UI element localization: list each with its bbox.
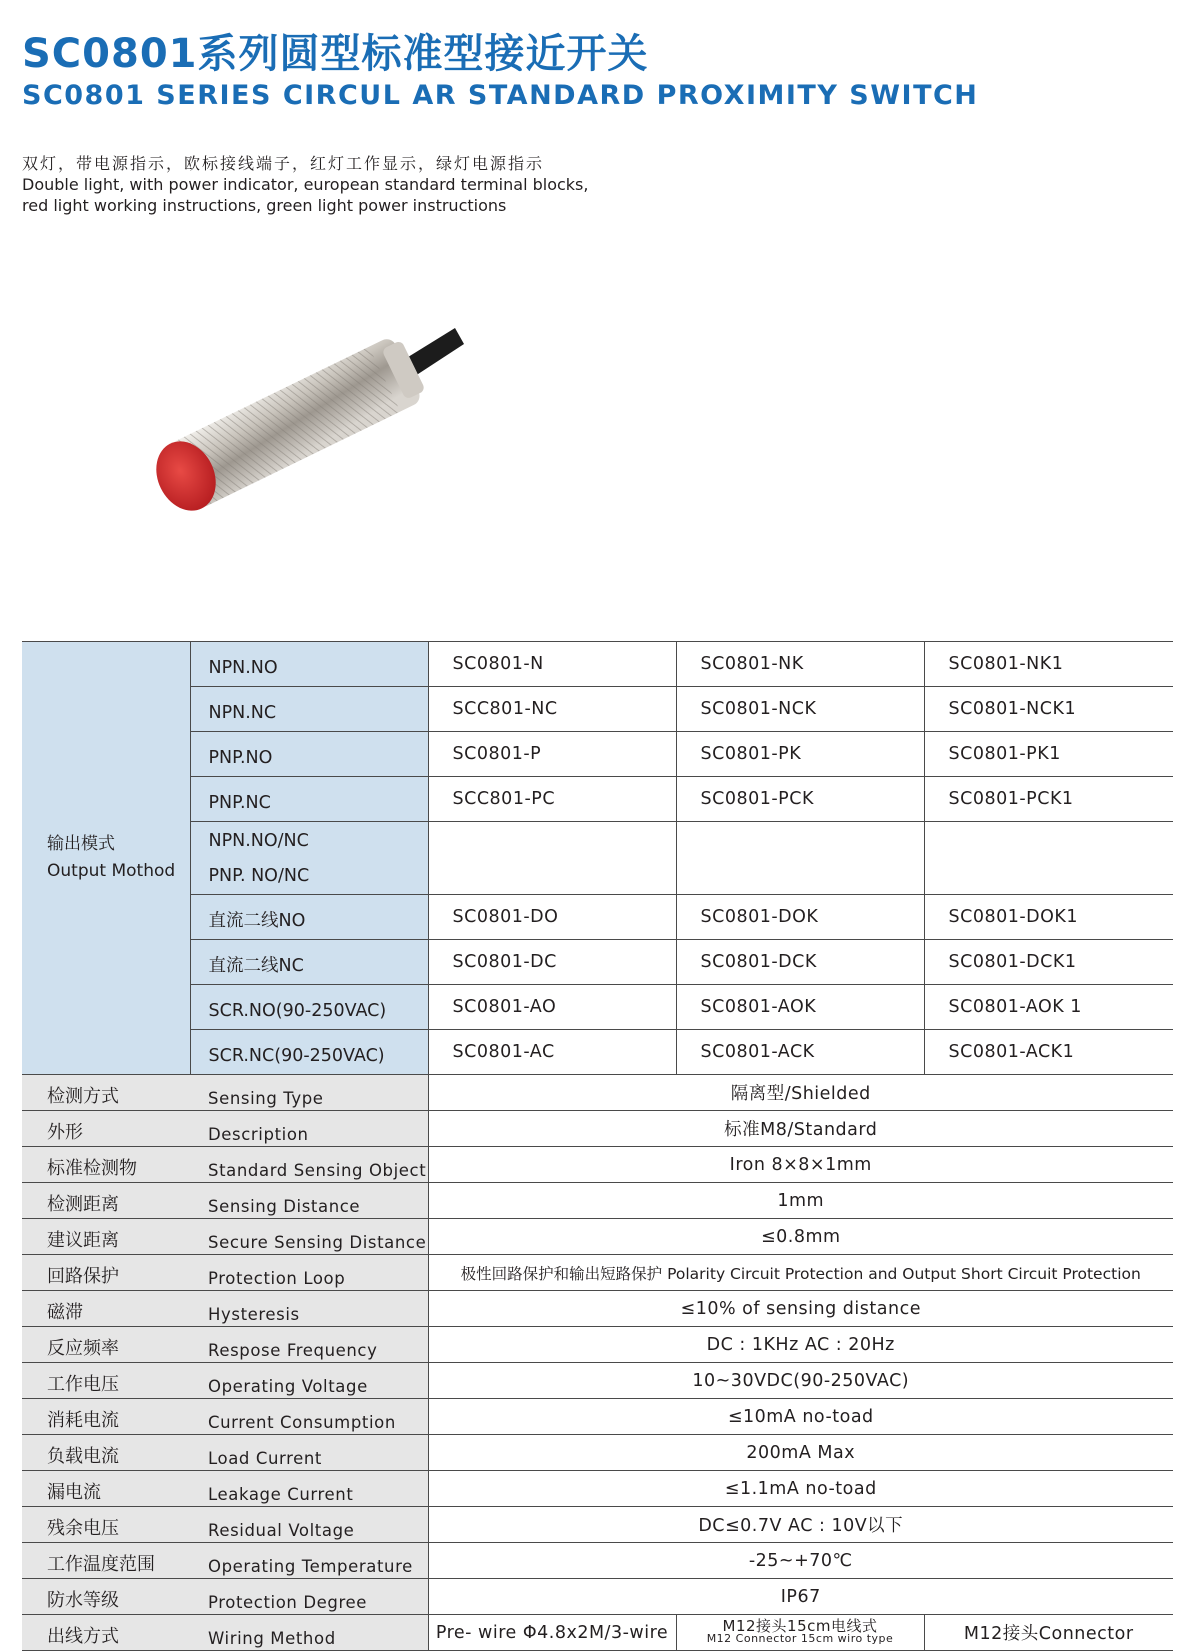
model-cell: SC0801-NK <box>676 642 924 687</box>
output-type-label: 直流二线NO <box>190 895 428 940</box>
param-value: ≤0.8mm <box>428 1219 1173 1255</box>
model-cell: SC0801-PK <box>676 732 924 777</box>
param-label-cn: 负载电流 <box>22 1435 190 1471</box>
param-label-en: Load Current <box>190 1435 428 1471</box>
wiring-m12-connector: M12接头Connector <box>924 1615 1173 1651</box>
output-mode-header <box>22 642 190 1075</box>
wiring-prewire: Pre- wire Φ4.8x2M/3-wire <box>428 1615 676 1651</box>
param-value: 隔离型/Shielded <box>428 1075 1173 1111</box>
product-description <box>22 153 588 216</box>
output-type-label: SCR.NO(90-250VAC) <box>190 985 428 1030</box>
param-label-cn: 建议距离 <box>22 1219 190 1255</box>
output-mode-label-cn: 输出模式 <box>47 834 115 854</box>
model-cell: SC0801-P <box>428 732 676 777</box>
param-value: ≤10mA no-toad <box>428 1399 1173 1435</box>
param-value: -25~+70℃ <box>428 1543 1173 1579</box>
model-cell: SCC801-NC <box>428 687 676 732</box>
wiring-label-cn: 出线方式 <box>22 1615 190 1651</box>
output-type-label-line-2: PNP. NO/NC <box>208 866 310 886</box>
param-value: ≤1.1mA no-toad <box>428 1471 1173 1507</box>
param-label-cn: 工作温度范围 <box>22 1543 190 1579</box>
param-label-cn: 磁滞 <box>22 1291 190 1327</box>
model-cell: SC0801-NCK1 <box>924 687 1173 732</box>
output-type-label: PNP.NC <box>190 777 428 822</box>
model-cell: SCC801-PC <box>428 777 676 822</box>
model-cell: SC0801-AC <box>428 1030 676 1075</box>
param-label-cn: 工作电压 <box>22 1363 190 1399</box>
param-label-en: Protection Loop <box>190 1255 428 1291</box>
model-cell: SC0801-DO <box>428 895 676 940</box>
param-value: Iron 8×8×1mm <box>428 1147 1173 1183</box>
param-label-en: Operating Voltage <box>190 1363 428 1399</box>
param-label-cn: 反应频率 <box>22 1327 190 1363</box>
param-label-en: Residual Voltage <box>190 1507 428 1543</box>
model-cell: SC0801-ACK1 <box>924 1030 1173 1075</box>
param-label-en: Standard Sensing Object <box>190 1147 428 1183</box>
param-label-en: Operating Temperature <box>190 1543 428 1579</box>
model-cell <box>428 822 676 895</box>
output-type-label: 直流二线NC <box>190 940 428 985</box>
description-en-line-1: Double light, with power indicator, european standard terminal blocks, <box>22 175 589 194</box>
param-label-cn: 防水等级 <box>22 1579 190 1615</box>
model-cell: SC0801-DCK1 <box>924 940 1173 985</box>
param-value: 10~30VDC(90-250VAC) <box>428 1363 1173 1399</box>
param-label-cn: 检测距离 <box>22 1183 190 1219</box>
model-cell: SC0801-PK1 <box>924 732 1173 777</box>
model-cell: SC0801-DOK <box>676 895 924 940</box>
description-en-line-2: red light working instructions, green light power instructions <box>22 196 507 215</box>
model-cell <box>924 822 1173 895</box>
model-cell <box>676 822 924 895</box>
proximity-sensor-icon <box>150 300 480 540</box>
param-value: 极性回路保护和输出短路保护 Polarity Circuit Protection and Output Short Circuit Protection <box>428 1255 1173 1291</box>
param-label-en: Current Consumption <box>190 1399 428 1435</box>
model-cell: SC0801-NK1 <box>924 642 1173 687</box>
page-title-cn: SC0801系列圆型标准型接近开关 <box>22 31 649 77</box>
model-cell: SC0801-AOK 1 <box>924 985 1173 1030</box>
page-title-en: SC0801 SERIES CIRCUL AR STANDARD PROXIMITY SWITCH <box>22 80 979 111</box>
wiring-m12-cable-main: M12接头15cm电线式 <box>722 1616 878 1635</box>
wiring-label-en: Wiring Method <box>190 1615 428 1651</box>
param-value: ≤10% of sensing distance <box>428 1291 1173 1327</box>
param-label-en: Leakage Current <box>190 1471 428 1507</box>
model-cell: SC0801-AO <box>428 985 676 1030</box>
param-label-en: Secure Sensing Distance <box>190 1219 428 1255</box>
param-label-en: Sensing Type <box>190 1075 428 1111</box>
model-cell: SC0801-DOK1 <box>924 895 1173 940</box>
param-value: 标准M8/Standard <box>428 1111 1173 1147</box>
param-label-cn: 消耗电流 <box>22 1399 190 1435</box>
param-label-en: Hysteresis <box>190 1291 428 1327</box>
model-cell: SC0801-PCK <box>676 777 924 822</box>
description-cn: 双灯，带电源指示，欧标接线端子，红灯工作显示，绿灯电源指示 <box>22 154 545 173</box>
specification-table <box>22 641 1173 1651</box>
param-value: IP67 <box>428 1579 1173 1615</box>
wiring-m12-cable-sub: M12 Connector 15cm wiro type <box>706 1631 894 1645</box>
param-label-en: Protection Degree <box>190 1579 428 1615</box>
param-label-cn: 残余电压 <box>22 1507 190 1543</box>
model-cell: SC0801-AOK <box>676 985 924 1030</box>
wiring-m12-cable <box>676 1615 924 1651</box>
param-label-cn: 标准检测物 <box>22 1147 190 1183</box>
param-label-cn: 检测方式 <box>22 1075 190 1111</box>
param-value: 1mm <box>428 1183 1173 1219</box>
model-cell: SC0801-N <box>428 642 676 687</box>
model-cell: SC0801-ACK <box>676 1030 924 1075</box>
param-value: DC : 1KHz AC : 20Hz <box>428 1327 1173 1363</box>
output-mode-label-en: Output Mothod <box>47 861 176 881</box>
model-cell: SC0801-DCK <box>676 940 924 985</box>
param-label-cn: 漏电流 <box>22 1471 190 1507</box>
output-type-label-line-1: NPN.NO/NC <box>208 831 309 851</box>
output-type-label: NPN.NC <box>190 687 428 732</box>
param-label-en: Respose Frequency <box>190 1327 428 1363</box>
model-cell: SC0801-NCK <box>676 687 924 732</box>
model-cell: SC0801-DC <box>428 940 676 985</box>
param-label-cn: 回路保护 <box>22 1255 190 1291</box>
output-type-label: PNP.NO <box>190 732 428 777</box>
param-label-en: Sensing Distance <box>190 1183 428 1219</box>
model-cell: SC0801-PCK1 <box>924 777 1173 822</box>
param-label-en: Description <box>190 1111 428 1147</box>
param-label-cn: 外形 <box>22 1111 190 1147</box>
param-value: 200mA Max <box>428 1435 1173 1471</box>
output-type-label <box>190 822 428 895</box>
output-type-label: SCR.NC(90-250VAC) <box>190 1030 428 1075</box>
param-value: DC≤0.7V AC : 10V以下 <box>428 1507 1173 1543</box>
output-type-label: NPN.NO <box>190 642 428 687</box>
